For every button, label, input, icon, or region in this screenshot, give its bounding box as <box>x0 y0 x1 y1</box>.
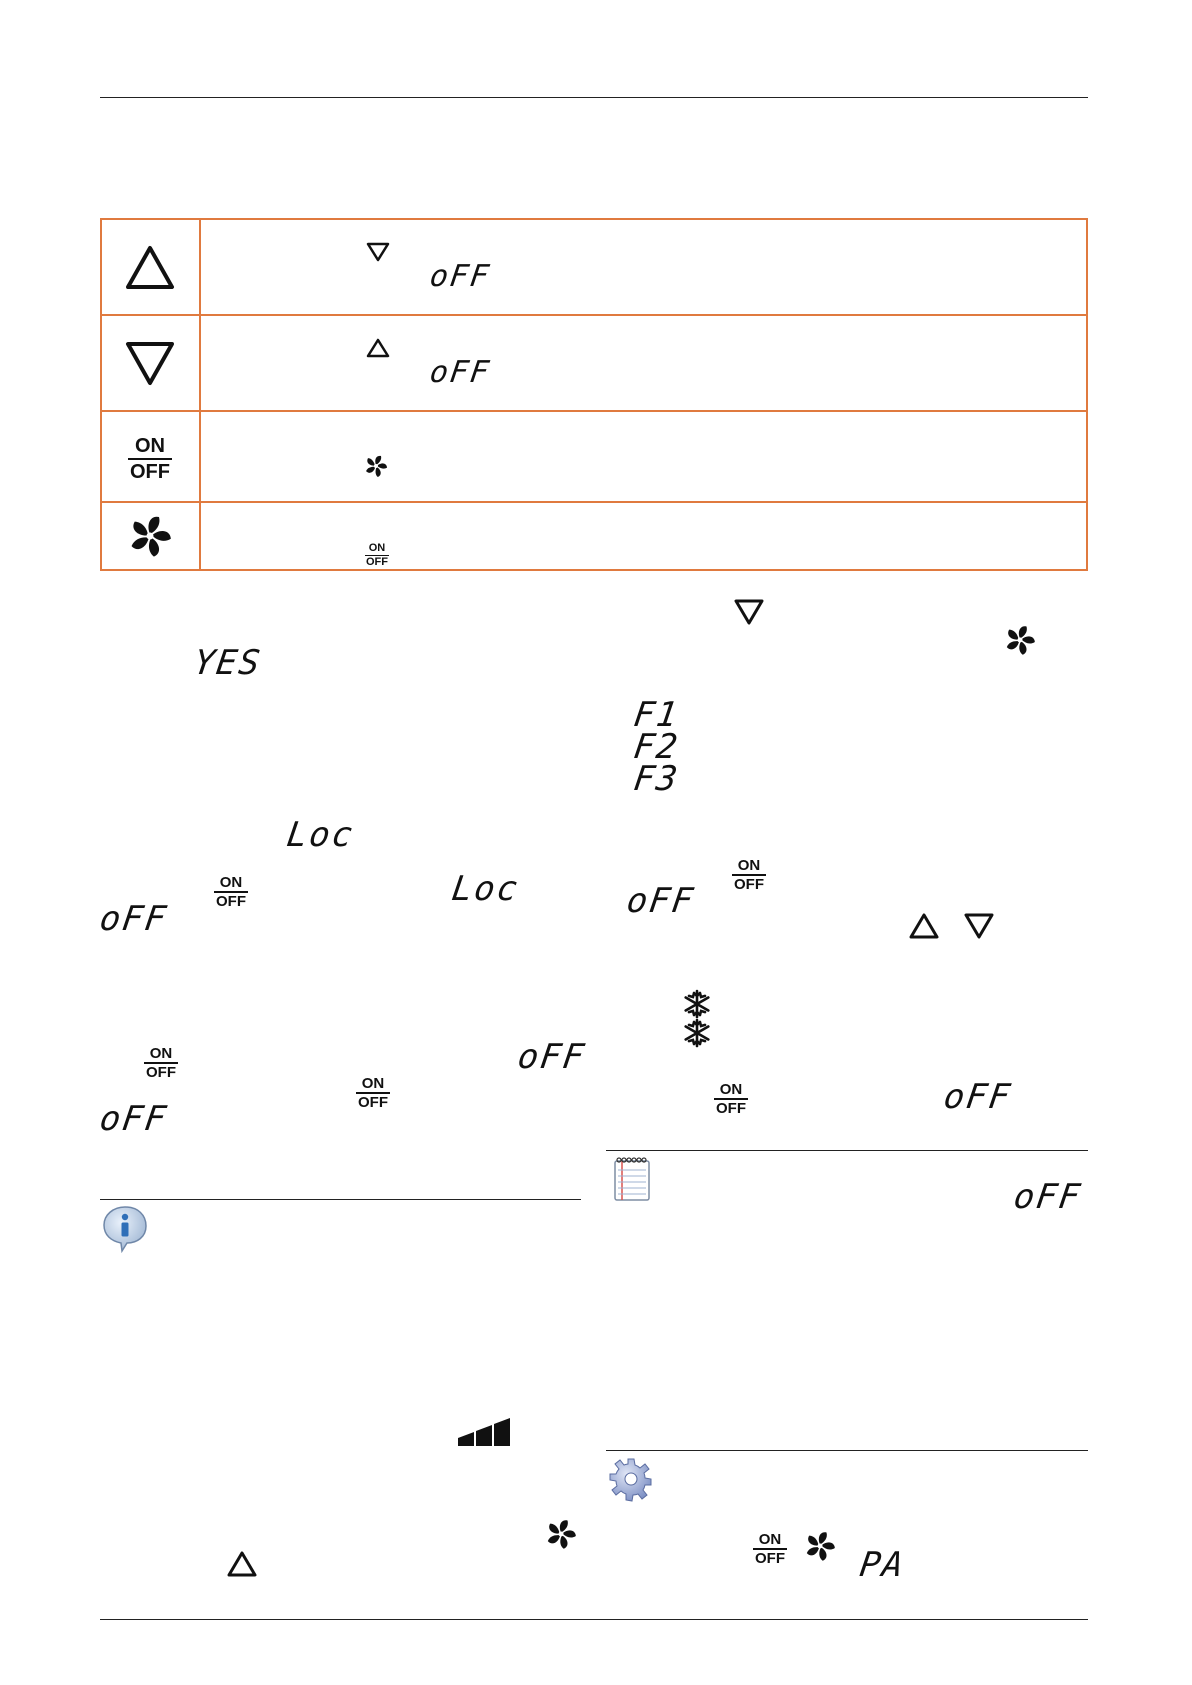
up-triangle-icon <box>908 912 940 940</box>
table-cell-fan-key <box>101 502 200 570</box>
onoff-key-icon: ON OFF <box>716 1081 746 1117</box>
snowflake-icon <box>682 989 712 1019</box>
notepad-icon <box>612 1156 652 1202</box>
key-function-table <box>100 218 1088 571</box>
info-section-rule <box>100 1199 581 1200</box>
table-cell-fan-desc <box>200 502 1087 570</box>
table-row-fan <box>101 502 1087 570</box>
down-triangle-icon <box>365 241 391 263</box>
table-cell-up-key <box>101 219 200 315</box>
down-triangle-icon <box>102 316 199 410</box>
lcd-f2-label: F2 <box>631 727 682 767</box>
fan-icon <box>545 1518 577 1550</box>
table-cell-down-desc <box>200 315 1087 411</box>
up-triangle-icon <box>102 220 199 314</box>
onoff-key-icon: ON OFF <box>358 1075 388 1111</box>
fan-icon <box>364 454 388 478</box>
onoff-key-icon: ON OFF <box>130 435 170 483</box>
lcd-f1-label: F1 <box>631 695 682 735</box>
table-row-onoff <box>101 411 1087 502</box>
snowflake-icon <box>682 1018 712 1048</box>
table-cell-down-key <box>101 315 200 411</box>
lcd-loc-label: Loc <box>449 869 523 909</box>
table-row-down <box>101 315 1087 411</box>
onoff-key-icon: ON OFF <box>146 1045 176 1081</box>
lcd-off-label: oFF <box>97 1099 171 1139</box>
up-triangle-icon <box>365 337 391 359</box>
signal-strength-icon <box>458 1416 512 1446</box>
lcd-off-label: oFF <box>427 259 493 294</box>
lcd-off-label: oFF <box>1011 1177 1085 1217</box>
lcd-off-label: oFF <box>427 355 493 390</box>
down-triangle-icon <box>963 912 995 940</box>
onoff-key-icon: ON OFF <box>755 1531 785 1567</box>
table-cell-onoff-key <box>101 411 200 502</box>
table-row-up <box>101 219 1087 315</box>
onoff-key-icon: ON OFF <box>366 542 388 568</box>
fan-icon <box>102 503 199 569</box>
lcd-loc-label: Loc <box>284 815 358 855</box>
header-rule <box>100 97 1088 98</box>
gear-icon <box>608 1456 654 1502</box>
footer-rule <box>100 1619 1088 1620</box>
lcd-off-label: oFF <box>97 899 171 939</box>
onoff-key-icon: ON OFF <box>216 874 246 910</box>
onoff-key-icon: ON OFF <box>734 857 764 893</box>
lcd-off-label: oFF <box>624 881 698 921</box>
lcd-pa-label: PA <box>857 1545 908 1585</box>
down-triangle-icon <box>733 598 765 626</box>
lcd-off-label: oFF <box>515 1037 589 1077</box>
lcd-f3-label: F3 <box>631 759 682 799</box>
note-section-rule <box>606 1150 1088 1151</box>
lcd-off-label: oFF <box>941 1077 1015 1117</box>
fan-icon <box>1004 624 1036 656</box>
table-cell-onoff-desc <box>200 411 1087 502</box>
fan-icon <box>804 1530 836 1562</box>
info-icon <box>100 1203 150 1253</box>
table-cell-up-desc <box>200 219 1087 315</box>
settings-section-rule <box>606 1450 1088 1451</box>
up-triangle-icon <box>226 1550 258 1578</box>
lcd-yes-label: YES <box>191 643 265 683</box>
